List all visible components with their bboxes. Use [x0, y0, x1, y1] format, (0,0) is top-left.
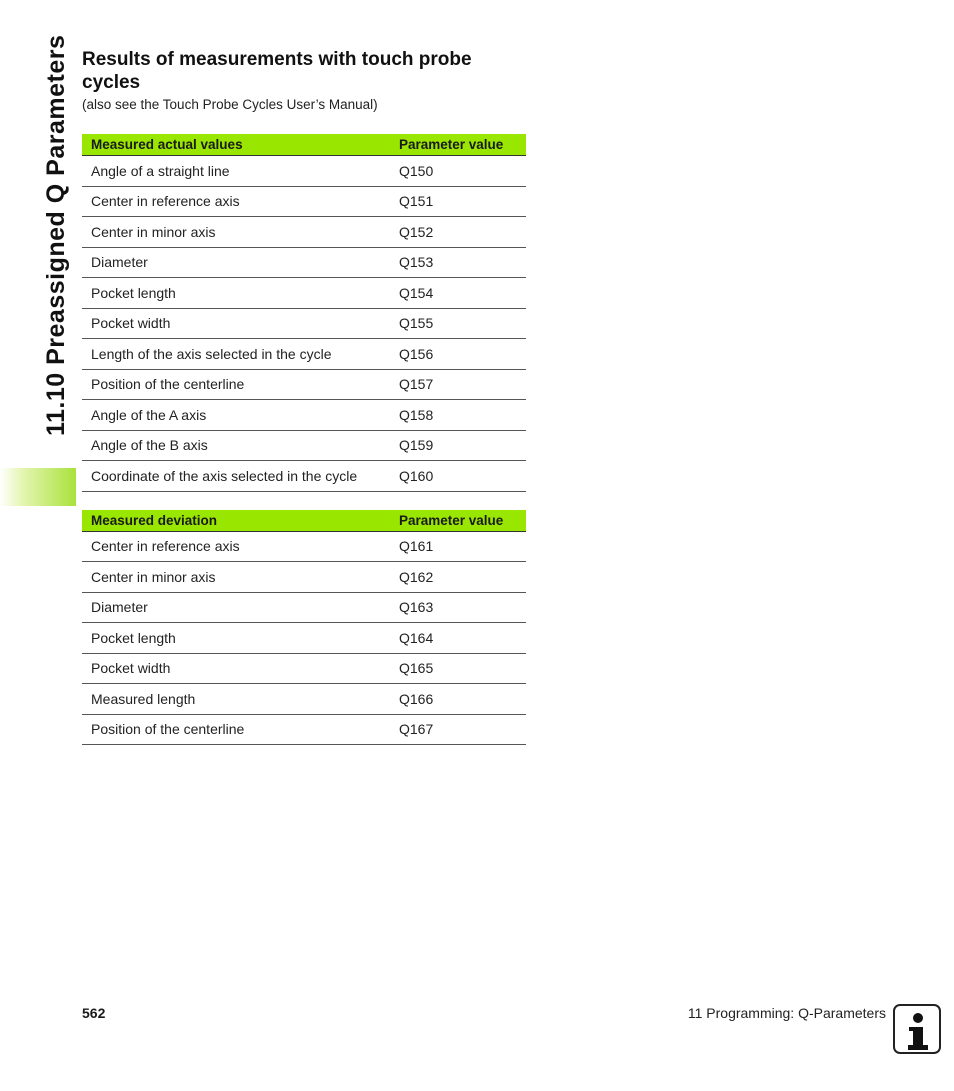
table-row	[82, 592, 526, 623]
column-header-parameter-value: Parameter value	[390, 510, 526, 532]
row-label: Diameter	[82, 592, 390, 623]
table-row	[82, 684, 526, 715]
row-label: Coordinate of the axis selected in the cycle	[82, 461, 390, 492]
column-header-parameter-value: Parameter value	[390, 134, 526, 156]
side-chapter-title-text: 11.10 Preassigned Q Parameters	[42, 34, 70, 436]
table-row	[82, 339, 526, 370]
info-icon	[893, 1004, 941, 1054]
row-label: Pocket length	[82, 278, 390, 309]
page-number: 562	[82, 1005, 106, 1021]
row-parameter: Q153	[390, 247, 526, 278]
row-label: Angle of the B axis	[82, 430, 390, 461]
row-label: Pocket length	[82, 623, 390, 654]
row-parameter: Q161	[390, 531, 526, 562]
row-label: Pocket width	[82, 308, 390, 339]
row-parameter: Q151	[390, 186, 526, 217]
table-header-row	[82, 510, 526, 532]
row-parameter: Q163	[390, 592, 526, 623]
row-parameter: Q160	[390, 461, 526, 492]
row-parameter: Q156	[390, 339, 526, 370]
table-row	[82, 531, 526, 562]
row-label: Diameter	[82, 247, 390, 278]
table-row	[82, 714, 526, 745]
row-parameter: Q157	[390, 369, 526, 400]
table-row	[82, 278, 526, 309]
table-row	[82, 369, 526, 400]
table-row	[82, 400, 526, 431]
actual-values-table	[82, 134, 526, 492]
row-parameter: Q154	[390, 278, 526, 309]
chapter-label: 11 Programming: Q-Parameters	[687, 1005, 886, 1021]
row-parameter: Q164	[390, 623, 526, 654]
side-chapter-title	[0, 0, 80, 440]
table-row	[82, 653, 526, 684]
row-parameter: Q158	[390, 400, 526, 431]
row-label: Measured length	[82, 684, 390, 715]
table-row	[82, 247, 526, 278]
section-heading: Results of measurements with touch probe cycles	[82, 49, 472, 93]
row-label: Center in minor axis	[82, 217, 390, 248]
chapter-tab-marker	[0, 468, 76, 506]
row-parameter: Q162	[390, 562, 526, 593]
row-label: Angle of a straight line	[82, 156, 390, 187]
main-content	[82, 48, 527, 745]
deviation-table	[82, 510, 526, 746]
row-parameter: Q155	[390, 308, 526, 339]
row-label: Center in minor axis	[82, 562, 390, 593]
row-label: Pocket width	[82, 653, 390, 684]
table-row	[82, 461, 526, 492]
row-label: Center in reference axis	[82, 186, 390, 217]
row-parameter: Q165	[390, 653, 526, 684]
row-parameter: Q152	[390, 217, 526, 248]
row-parameter: Q167	[390, 714, 526, 745]
row-parameter: Q159	[390, 430, 526, 461]
column-header-measured-actual-values: Measured actual values	[82, 134, 390, 156]
row-label: Angle of the A axis	[82, 400, 390, 431]
table-header-row	[82, 134, 526, 156]
table-row	[82, 156, 526, 187]
row-label: Center in reference axis	[82, 531, 390, 562]
table-row	[82, 186, 526, 217]
table-row	[82, 217, 526, 248]
table-row	[82, 308, 526, 339]
row-parameter: Q166	[390, 684, 526, 715]
table-row	[82, 623, 526, 654]
table-row	[82, 430, 526, 461]
column-header-measured-deviation: Measured deviation	[82, 510, 390, 532]
row-label: Length of the axis selected in the cycle	[82, 339, 390, 370]
row-parameter: Q150	[390, 156, 526, 187]
row-label: Position of the centerline	[82, 369, 390, 400]
table-row	[82, 562, 526, 593]
row-label: Position of the centerline	[82, 714, 390, 745]
section-subtitle: (also see the Touch Probe Cycles User’s Manual)	[82, 97, 378, 112]
